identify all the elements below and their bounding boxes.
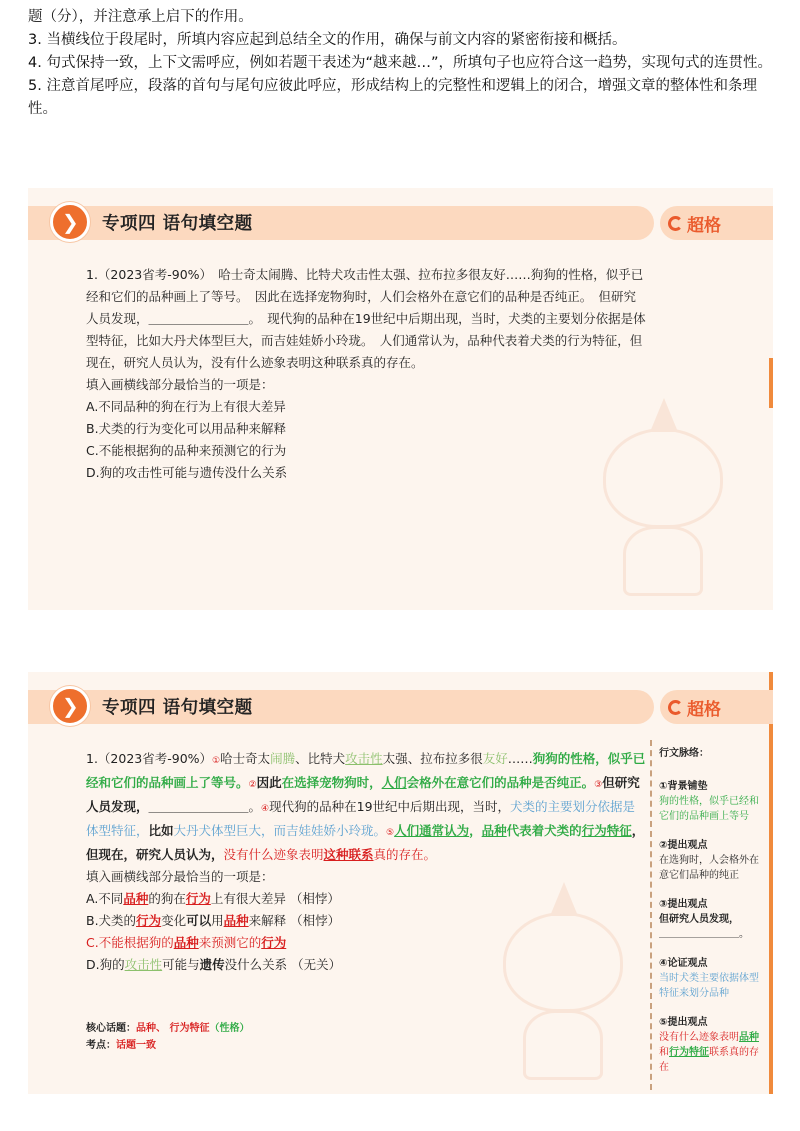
tip-line: 4. 句式保持一致，上下文需呼应，例如若题干表述为“越来越…”，所填句子也应符合这一趋势，实现句式的连贯性。 (28, 55, 772, 71)
brand-logo (668, 695, 721, 720)
option-c-correct[interactable]: C.不能根据狗的品种来预测它的行为 (86, 935, 287, 950)
option-a[interactable]: A.不同品种的狗在行为上有很大差异 (86, 399, 286, 414)
brand-g-icon (668, 216, 683, 231)
chevron-right-icon: ❯ (62, 210, 79, 234)
structure-item: ③提出观点 但研究人员发现， ＿＿＿＿＿＿＿＿。 (659, 899, 749, 940)
question-prompt: 填入画横线部分最恰当的一项是： (86, 377, 274, 392)
page-title: 专项四 语句填空题 (102, 214, 253, 234)
structure-sidebar (659, 746, 767, 1089)
option-b[interactable]: B.犬类的行为变化可以用品种来解释 (86, 421, 287, 436)
question-block (86, 264, 646, 484)
orange-edge (769, 672, 773, 1094)
structure-item: ②提出观点 在选狗时，人会格外在意它们品种的纯正 (659, 840, 759, 881)
sidebar-heading: 行文脉络： (659, 748, 709, 759)
slide-question (28, 188, 773, 610)
structure-item: ⑤提出观点 没有什么迹象表明品种和行为特征联系真的存在 (659, 1017, 759, 1073)
structure-item: ④论证观点 当时犬类主要依据体型特征来划分品种 (659, 958, 759, 999)
tips-section (28, 6, 773, 121)
annotated-stem: 1.（2023省考-90%）①哈士奇太闹腾、比特犬攻击性太强、拉布拉多很友好……狗狗的性格，似乎已经和它们的品种画上了等号。②因此在选择宠物狗时，人们会格外在意它们的品种是否纯正。③但研究人员发现，＿＿＿＿＿＿＿＿。④现代狗的品种在19世纪中后期出现，当时，犬类的主要划分依据是体型特征，比如大丹犬体型巨大，而吉娃娃娇小玲珑。⑤人们通常认为，品种代表着犬类的行为特征，但现在，研究人员认为，没有什么迹象表明这种联系真的存在。 (86, 751, 646, 862)
option-c[interactable]: C.不能根据狗的品种来预测它的行为 (86, 443, 287, 458)
option-d[interactable]: D.狗的攻击性可能与遗传没什么关系 (86, 465, 288, 480)
page-title: 专项四 语句填空题 (102, 698, 253, 718)
structure-item: ①背景铺垫 狗的性格，似乎已经和它们的品种画上等号 (659, 781, 759, 822)
orange-edge (769, 358, 773, 408)
header-badge (50, 686, 90, 726)
tip-line: 3. 当横线位于段尾时，所填内容应起到总结全文的作用，确保与前文内容的紧密衔接和概括。 (28, 32, 627, 48)
option-b[interactable]: B.犬类的行为变化可以用品种来解释 （相悖） (86, 913, 341, 928)
tip-line: 5. 注意首尾呼应，段落的首句与尾句应彼此呼应，形成结构上的完整性和逻辑上的闭合，增强文章的整体性和条理性。 (28, 78, 757, 117)
annotated-question (86, 748, 646, 976)
core-topic: 核心话题：品种、 行为特征（性格） 考点：话题一致 (86, 1023, 250, 1051)
tip-line: 题（分），并注意承上启下的作用。 (28, 9, 253, 25)
brand-name: 超格 (687, 216, 721, 236)
brand-logo (668, 211, 721, 236)
header-badge (50, 202, 90, 242)
question-prompt: 填入画横线部分最恰当的一项是： (86, 869, 274, 884)
brand-g-icon (668, 700, 683, 715)
chevron-right-icon: ❯ (62, 694, 79, 718)
option-d[interactable]: D.狗的攻击性可能与遗传没什么关系 （无关） (86, 957, 342, 972)
option-a[interactable]: A.不同品种的狗在行为上有很大差异 （相悖） (86, 891, 340, 906)
question-stem: 1.（2023省考-90%） 哈士奇太闹腾、比特犬攻击性太强、拉布拉多很友好……狗狗的性格，似乎已经和它们的品种画上了等号。 因此在选择宠物狗时，人们会格外在意它们的品种是否纯正。 但研究人员发现，＿＿＿＿＿＿＿＿。 现代狗的品种在19世纪中后期出现，当时，犬类的主要划分依据是体型特征，比如大丹犬体型巨大，而吉娃娃娇小玲珑。 人们通常认为，品种代表着犬类的行为特征，但现在，研究人员认为，没有什么迹象表明这种联系真的存在。 (86, 267, 646, 370)
sidebar-divider (650, 740, 652, 1090)
brand-name: 超格 (687, 700, 721, 720)
slide-analysis (28, 672, 773, 1094)
